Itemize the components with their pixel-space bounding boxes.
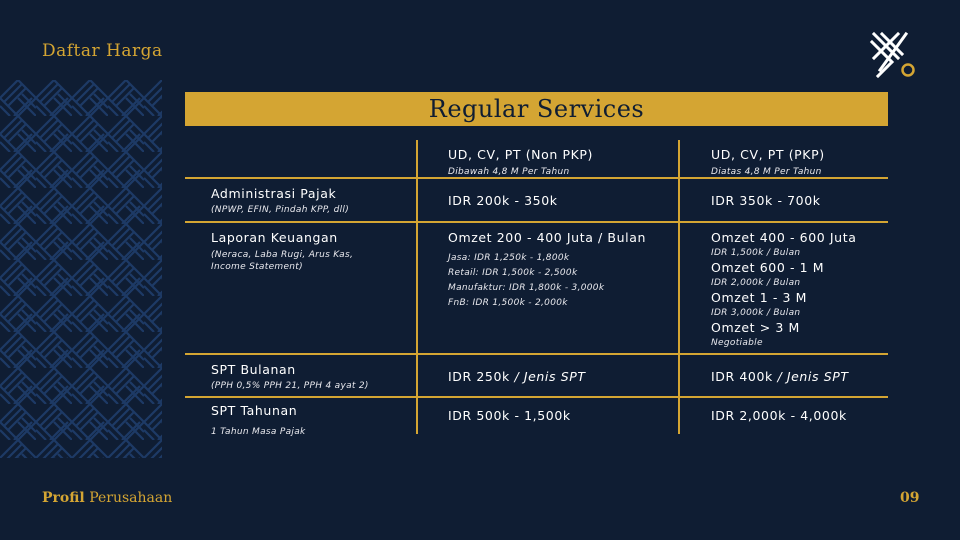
price-value: IDR 400k: [711, 369, 773, 384]
row-title: Laporan Keuangan: [211, 230, 338, 245]
row-label-spt-tahunan: [211, 403, 306, 438]
column-subtitle: Diatas 4,8 M Per Tahun: [711, 167, 822, 177]
price-spt-bulanan-pkp: [711, 369, 849, 384]
row-subtitle: (NPWP, EFIN, Pindah KPP, dll): [211, 205, 350, 215]
row-divider-1: [185, 177, 888, 179]
omzet-tier: Omzet 1 - 3 M: [711, 290, 808, 305]
omzet-tier-price: Negotiable: [711, 338, 763, 348]
row-subtitle: 1 Tahun Masa Pajak: [211, 427, 306, 437]
price-spt-tahunan-non-pkp: IDR 500k - 1,500k: [448, 408, 571, 423]
column-title: UD, CV, PT (Non PKP): [448, 147, 594, 162]
row-subtitle: Income Statement): [211, 262, 303, 272]
price-admin-non-pkp: IDR 200k - 350k: [448, 193, 558, 208]
banner-title: Regular Services: [428, 95, 645, 123]
omzet-tier: Omzet 600 - 1 M: [711, 260, 825, 275]
row-label-spt-bulanan: [211, 362, 369, 392]
footer-company-profile: [42, 490, 172, 506]
price-detail: FnB: IDR 1,500k - 2,000k: [448, 298, 568, 308]
row-divider-3: [185, 353, 888, 355]
section-title: Daftar Harga: [42, 41, 163, 61]
omzet-heading: Omzet 200 - 400 Juta / Bulan: [448, 230, 646, 245]
footer-text: Perusahaan: [89, 490, 173, 506]
omzet-tier: Omzet > 3 M: [711, 320, 800, 335]
decorative-pattern: [0, 80, 162, 458]
omzet-tier: Omzet 400 - 600 Juta: [711, 230, 857, 245]
price-spt-tahunan-pkp: IDR 2,000k - 4,000k: [711, 408, 847, 423]
price-value: IDR 250k: [448, 369, 510, 384]
column-title: UD, CV, PT (PKP): [711, 147, 825, 162]
price-unit: / Jenis SPT: [777, 369, 849, 384]
company-logo-icon: [868, 30, 918, 80]
page-number: 09: [900, 490, 920, 506]
column-divider-2: [678, 140, 680, 434]
price-spt-bulanan-non-pkp: [448, 369, 586, 384]
row-divider-4: [185, 396, 888, 398]
row-divider-2: [185, 221, 888, 223]
column-header-pkp: [711, 147, 825, 177]
row-title: Administrasi Pajak: [211, 186, 337, 201]
price-detail: Jasa: IDR 1,250k - 1,800k: [448, 253, 570, 263]
price-unit: / Jenis SPT: [514, 369, 586, 384]
laporan-non-pkp: [448, 230, 646, 308]
omzet-tier-price: IDR 3,000k / Bulan: [711, 308, 801, 318]
column-divider-1: [416, 140, 418, 434]
price-admin-pkp: IDR 350k - 700k: [711, 193, 821, 208]
row-label-laporan-keuangan: [211, 230, 353, 273]
omzet-tier-price: IDR 2,000k / Bulan: [711, 278, 801, 288]
row-subtitle: (Neraca, Laba Rugi, Arus Kas,: [211, 250, 354, 260]
price-detail: Retail: IDR 1,500k - 2,500k: [448, 268, 578, 278]
row-label-administrasi-pajak: [211, 186, 349, 216]
row-title: SPT Tahunan: [211, 403, 298, 418]
column-subtitle: Dibawah 4,8 M Per Tahun: [448, 167, 570, 177]
footer-bold-text: Profil: [42, 490, 85, 506]
omzet-tier-price: IDR 1,500k / Bulan: [711, 248, 801, 258]
row-title: SPT Bulanan: [211, 362, 296, 377]
row-subtitle: (PPH 0,5% PPH 21, PPH 4 ayat 2): [211, 381, 369, 391]
column-header-non-pkp: [448, 147, 593, 177]
laporan-pkp: [711, 230, 856, 348]
regular-services-banner: [185, 92, 888, 126]
price-detail: Manufaktur: IDR 1,800k - 3,000k: [448, 283, 605, 293]
